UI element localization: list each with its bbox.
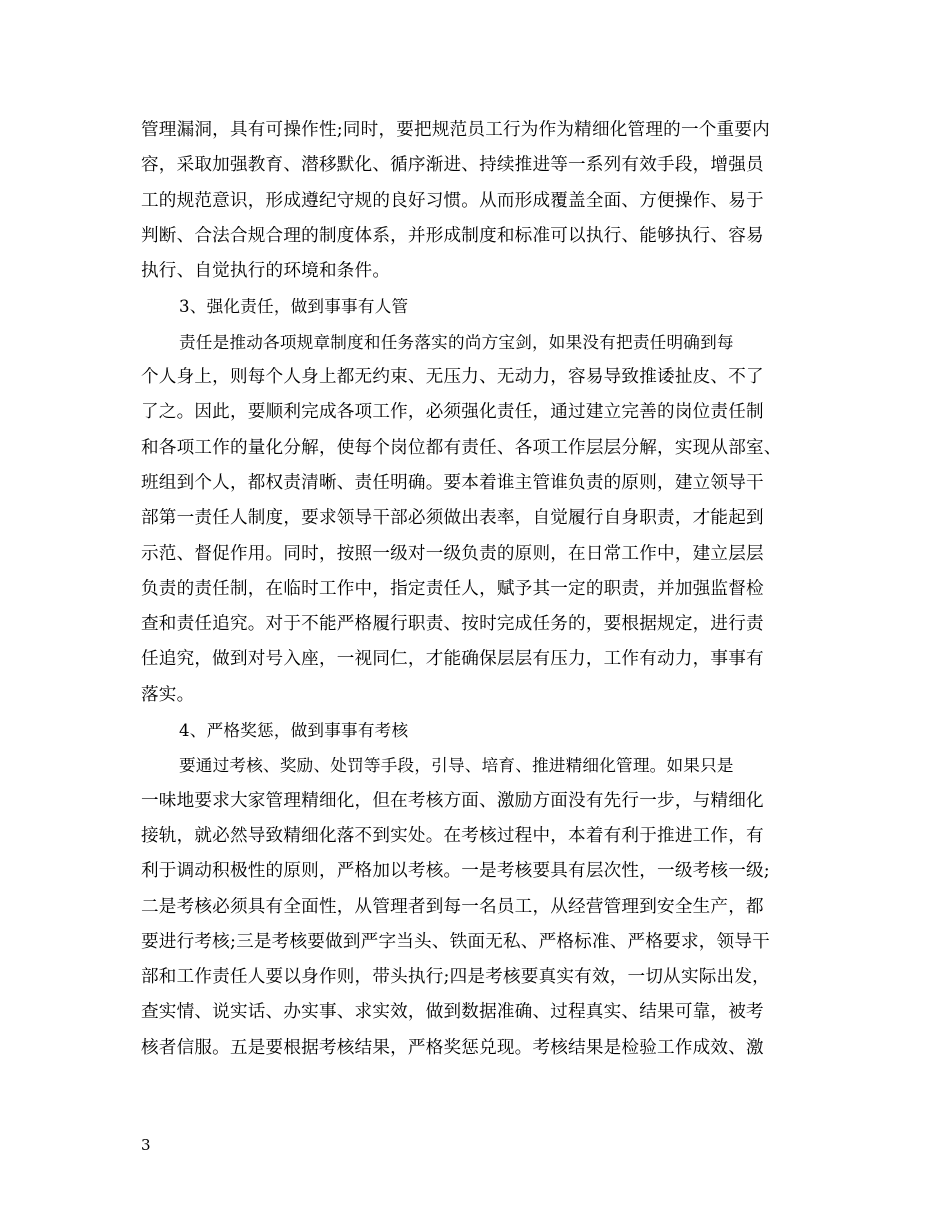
text-line: 部和工作责任人要以身作则，带头执行;四是考核要真实有效，一切从实际出发， — [141, 967, 770, 988]
document-body — [141, 113, 821, 1066]
text-line: 执行、自觉执行的环境和条件。 — [141, 261, 391, 282]
text-line: 负责的责任制，在临时工作中，指定责任人，赋予其一定的职责，并加强监督检 — [141, 578, 764, 599]
text-line: 责任是推动各项规章制度和任务落实的尚方宝剑，如果没有把责任明确到每 — [179, 332, 734, 352]
text-line: 一味地要求大家管理精细化，但在考核方面、激励方面没有先行一步，与精细化 — [141, 790, 764, 811]
page-number: 3 — [141, 1136, 151, 1154]
text-line: 管理漏洞，具有可操作性;同时，要把规范员工行为作为精细化管理的一个重要内 — [141, 120, 770, 140]
text-line: 3、强化责任，做到事事有人管 — [179, 297, 409, 317]
text-line: 要进行考核;三是考核要做到严字当头、铁面无私、严格标准、严格要求，领导干 — [141, 931, 770, 952]
text-line: 容，采取加强教育、潜移默化、循序渐进、持续推进等一系列有效手段，增强员 — [141, 155, 764, 176]
text-line: 二是考核必须具有全面性，从管理者到每一名员工，从经营管理到安全生产，都 — [141, 896, 764, 917]
text-line: 核者信服。五是要根据考核结果，严格奖惩兑现。考核结果是检验工作成效、激 — [141, 1037, 764, 1058]
text-line: 接轨，就必然导致精细化落不到实处。在考核过程中，本着有利于推进工作，有 — [141, 825, 764, 846]
text-line: 了之。因此，要顺利完成各项工作，必须强化责任，通过建立完善的岗位责任制 — [141, 402, 764, 423]
text-line: 查和责任追究。对于不能严格履行职责、按时完成任务的，要根据规定，进行责 — [141, 614, 764, 635]
text-line: 利于调动积极性的原则，严格加以考核。一是考核要具有层次性，一级考核一级; — [141, 861, 770, 882]
text-line: 和各项工作的量化分解，使每个岗位都有责任、各项工作层层分解，实现从部室、 — [141, 437, 782, 458]
text-line: 4、严格奖惩，做到事事有考核 — [179, 721, 409, 741]
text-line: 任追究，做到对号入座，一视同仁，才能确保层层有压力，工作有动力，事事有 — [141, 649, 764, 670]
text-line: 判断、合法合规合理的制度体系，并形成制度和标准可以执行、能够执行、容易 — [141, 225, 764, 246]
text-line: 查实情、说实话、办实事、求实效，做到数据准确、过程真实、结果可靠，被考 — [141, 1002, 764, 1023]
text-line: 个人身上，则每个人身上都无约束、无压力、无动力，容易导致推诿扯皮、不了 — [141, 367, 764, 388]
text-line: 示范、督促作用。同时，按照一级对一级负责的原则，在日常工作中，建立层层 — [141, 543, 764, 564]
text-line: 要通过考核、奖励、处罚等手段，引导、培育、推进精细化管理。如果只是 — [179, 756, 734, 776]
text-line: 落实。 — [141, 684, 195, 705]
text-line: 班组到个人，都权责清晰、责任明确。要本着谁主管谁负责的原则，建立领导干 — [141, 472, 764, 493]
text-line: 部第一责任人制度，要求领导干部必须做出表率，自觉履行自身职责，才能起到 — [141, 508, 764, 529]
text-line: 工的规范意识，形成遵纪守规的良好习惯。从而形成覆盖全面、方便操作、易于 — [141, 190, 764, 211]
